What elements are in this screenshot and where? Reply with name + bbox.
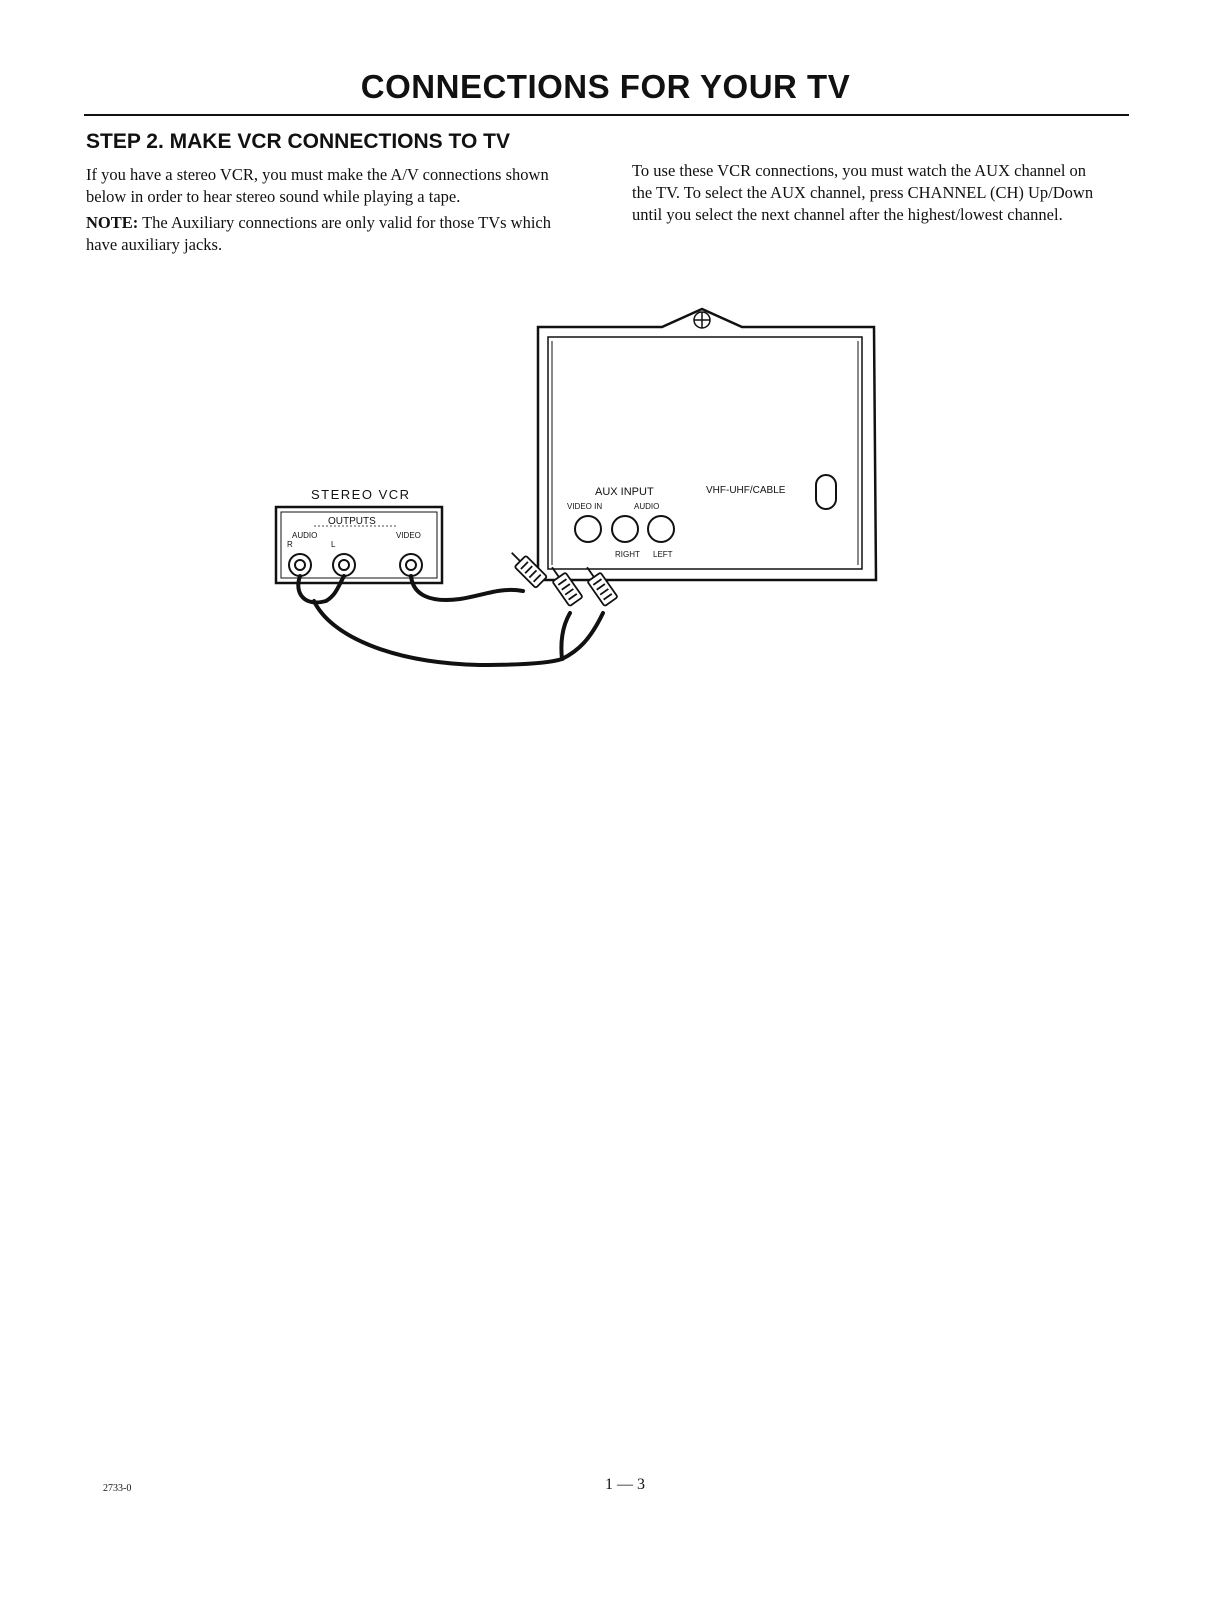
document-code: 2733-0 [103, 1483, 132, 1494]
vcr-l-label: L [331, 540, 336, 549]
aux-input-label: AUX INPUT [595, 486, 654, 498]
aux-channel-paragraph: To use these VCR connections, you must watch the AUX channel on the TV. To select the AUX channel, press CHANNEL (CH) Up/Down until you select the next channel after the highest/lowest channel. [632, 161, 1094, 224]
step-heading: STEP 2. MAKE VCR CONNECTIONS TO TV [86, 130, 510, 153]
left-label: LEFT [653, 550, 673, 559]
title-rule [84, 114, 1129, 116]
audio-r-cable [298, 576, 344, 602]
audio-l-cable [314, 601, 570, 665]
video-plug [506, 547, 547, 588]
note-text: The Auxiliary connections are only valid for those TVs which have auxiliary jacks. [86, 213, 551, 254]
audio-left-jack [648, 516, 674, 542]
connection-diagram [270, 295, 890, 685]
intro-paragraph: If you have a stereo VCR, you must make the A/V connections shown below in order to hear stereo sound while playing a tape. [86, 165, 549, 206]
audio-right-jack [612, 516, 638, 542]
vcr-audio-r-jack [289, 554, 311, 576]
outputs-label: OUTPUTS [328, 516, 376, 527]
vcr-r-label: R [287, 540, 293, 549]
video-cable [411, 576, 523, 600]
note-label: NOTE: [86, 213, 139, 232]
vcr-audio-label: AUDIO [292, 531, 318, 540]
antenna-jack [816, 475, 836, 509]
rca-plugs [506, 547, 618, 606]
video-in-jack [575, 516, 601, 542]
vcr-audio-l-jack [333, 554, 355, 576]
left-column [86, 164, 586, 256]
page-title: CONNECTIONS FOR YOUR TV [360, 68, 851, 105]
page-number: 1 — 3 [605, 1476, 645, 1493]
antenna-label: VHF-UHF/CABLE [706, 485, 786, 496]
vcr-video-jack [400, 554, 422, 576]
right-label: RIGHT [615, 550, 640, 559]
right-column [632, 160, 1102, 226]
vcr-output-jacks [289, 554, 422, 576]
video-in-label: VIDEO IN [567, 502, 603, 511]
vcr-label: STEREO VCR [311, 487, 411, 502]
note-paragraph [86, 212, 586, 256]
aux-input-jacks [575, 516, 674, 542]
tv-screw-icon [694, 312, 710, 328]
tv-audio-label: AUDIO [634, 502, 660, 511]
vcr-video-label: VIDEO [396, 531, 421, 540]
